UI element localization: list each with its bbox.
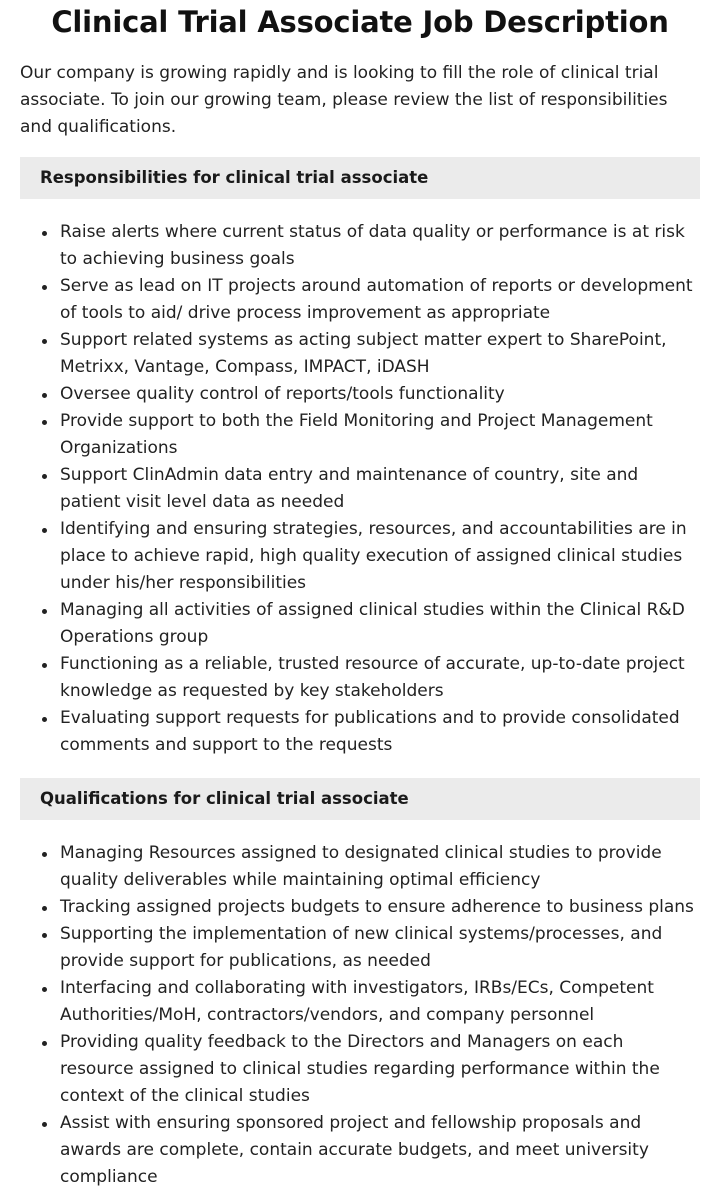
responsibility-item: Support related systems as acting subject matter expert to SharePoint, Metrixx, Vantage, Compass, IMPACT, iDASH: [60, 327, 700, 381]
qualification-item: Assist with ensuring sponsored project and fellowship proposals and awards are complete, contain accurate budgets, and meet university compliance: [60, 1110, 700, 1191]
page-title: Clinical Trial Associate Job Description: [51, 5, 669, 39]
qualification-item: Providing quality feedback to the Directors and Managers on each resource assigned to clinical studies regarding performance within the context of the clinical studies: [60, 1029, 700, 1110]
responsibility-item: Serve as lead on IT projects around automation of reports or development of tools to aid/ drive process improvement as appropriate: [60, 273, 700, 327]
responsibility-item: Support ClinAdmin data entry and maintenance of country, site and patient visit level data as needed: [60, 462, 700, 516]
responsibility-item: Provide support to both the Field Monitoring and Project Management Organizations: [60, 408, 700, 462]
qualification-item: Managing Resources assigned to designated clinical studies to provide quality deliverables while maintaining optimal efficiency: [60, 840, 700, 894]
responsibility-item: Managing all activities of assigned clinical studies within the Clinical R&D Operations group: [60, 597, 700, 651]
intro-paragraph: Our company is growing rapidly and is looking to fill the role of clinical trial associate. To join our growing team, please review the list of responsibilities and qualifications.: [20, 63, 668, 137]
responsibility-item: Evaluating support requests for publications and to provide consolidated comments and support to the requests: [60, 705, 700, 759]
responsibility-item: Raise alerts where current status of data quality or performance is at risk to achieving business goals: [60, 219, 700, 273]
qualifications-list: [20, 840, 700, 1191]
qualification-item: Tracking assigned projects budgets to ensure adherence to business plans: [60, 894, 700, 921]
qualification-item: Supporting the implementation of new clinical systems/processes, and provide support for publications, as needed: [60, 921, 700, 975]
responsibility-item: Functioning as a reliable, trusted resource of accurate, up-to-date project knowledge as requested by key stakeholders: [60, 651, 700, 705]
responsibility-item: Identifying and ensuring strategies, resources, and accountabilities are in place to achieve rapid, high quality execution of assigned clinical studies under his/her responsibilities: [60, 516, 700, 597]
qualifications-heading: Qualifications for clinical trial associate: [20, 778, 700, 820]
responsibilities-heading: Responsibilities for clinical trial associate: [20, 157, 700, 199]
responsibilities-list: [20, 219, 700, 759]
qualification-item: Interfacing and collaborating with investigators, IRBs/ECs, Competent Authorities/MoH, contractors/vendors, and company personnel: [60, 975, 700, 1029]
responsibility-item: Oversee quality control of reports/tools functionality: [60, 381, 700, 408]
